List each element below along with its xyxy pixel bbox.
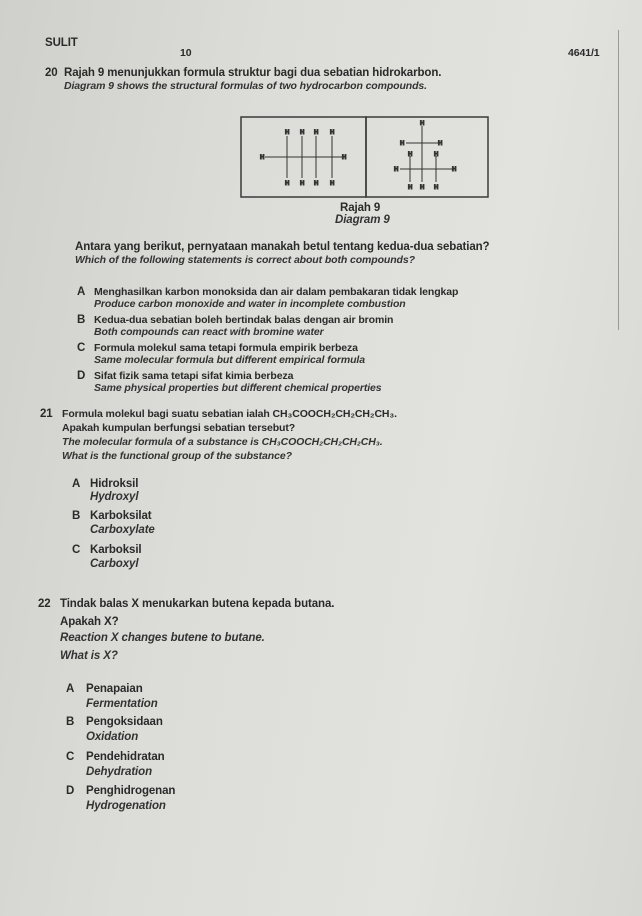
svg-text:H: H — [314, 181, 319, 187]
option-text-en: Same physical properties but different chemical properties — [94, 382, 382, 394]
option-text-ms: Menghasilkan karbon monoksida dan air dalam pembakaran tidak lengkap — [94, 286, 459, 298]
q21-stem-en: The molecular formula of a substance is CH₃COOCH₂CH₂CH₂CH₃. — [62, 436, 383, 448]
svg-text:H: H — [330, 130, 335, 136]
svg-text:H: H — [300, 181, 305, 187]
svg-text:H: H — [408, 152, 413, 158]
option-text-en: Dehydration — [86, 766, 152, 778]
option-letter: A — [77, 286, 86, 298]
q21-number: 21 — [40, 408, 53, 420]
methylpropane-structure — [394, 121, 456, 191]
svg-text:H: H — [408, 185, 413, 191]
q22-question-en: What is X? — [60, 650, 118, 662]
svg-text:H: H — [260, 155, 265, 161]
svg-text:H: H — [434, 152, 439, 158]
option-text-ms: Sifat fizik sama tetapi sifat kimia berbeza — [94, 370, 294, 382]
option-text-ms: Penapaian — [86, 683, 143, 695]
option-text-ms: Karboksil — [90, 544, 142, 556]
svg-text:H: H — [420, 121, 425, 127]
option-letter: A — [72, 478, 81, 490]
q20-stem-en: Diagram 9 shows the structural formulas of two hydrocarbon compounds. — [64, 80, 427, 92]
svg-text:H: H — [285, 181, 290, 187]
q21-stem-ms: Formula molekul bagi suatu sebatian ialah CH₃COOCH₂CH₂CH₂CH₃. — [62, 408, 397, 420]
q20-question-en: Which of the following statements is correct about both compounds? — [75, 254, 415, 266]
option-letter: A — [66, 683, 75, 695]
butane-structure — [260, 130, 346, 187]
diagram-label-en: Diagram 9 — [335, 214, 390, 226]
q21-question-ms: Apakah kumpulan berfungsi sebatian tersebut? — [62, 422, 296, 434]
svg-text:H: H — [342, 155, 347, 161]
option-text-en: Oxidation — [86, 731, 139, 743]
option-letter: C — [72, 544, 81, 556]
structural-formula-diagram — [240, 116, 489, 198]
q22-stem-en: Reaction X changes butene to butane. — [60, 632, 265, 644]
header-sulit: SULIT — [45, 37, 78, 49]
option-letter: C — [66, 751, 75, 763]
svg-text:H: H — [330, 181, 335, 187]
option-text-en: Same molecular formula but different empirical formula — [94, 354, 365, 366]
q22-question-ms: Apakah X? — [60, 616, 119, 628]
q21-question-en: What is the functional group of the substance? — [62, 450, 292, 462]
option-text-ms: Hidroksil — [90, 478, 139, 490]
diagram-label-ms: Rajah 9 — [340, 202, 381, 214]
diagram-9 — [240, 116, 489, 198]
option-text-en: Fermentation — [86, 698, 158, 710]
svg-text:H: H — [394, 167, 399, 173]
q22-number: 22 — [38, 598, 51, 610]
option-letter: D — [66, 785, 75, 797]
option-text-ms: Karboksilat — [90, 510, 152, 522]
option-letter: B — [66, 716, 75, 728]
option-text-ms: Penghidrogenan — [86, 785, 176, 797]
svg-text:H: H — [314, 130, 319, 136]
page-number: 10 — [180, 47, 192, 59]
option-text-ms: Pengoksidaan — [86, 716, 163, 728]
page-edge — [618, 30, 619, 330]
option-text-ms: Kedua-dua sebatian boleh bertindak balas dengan air bromin — [94, 314, 394, 326]
option-text-en: Carboxyl — [90, 558, 139, 570]
paper-code: 4641/1 — [568, 47, 600, 59]
option-text-en: Hydroxyl — [90, 491, 139, 503]
isobutane-box — [366, 117, 488, 197]
option-text-ms: Pendehidratan — [86, 751, 165, 763]
svg-text:H: H — [438, 141, 443, 147]
option-letter: B — [72, 510, 81, 522]
svg-text:H: H — [285, 130, 290, 136]
q20-number: 20 — [45, 67, 58, 79]
option-letter: C — [77, 342, 86, 354]
option-letter: B — [77, 314, 86, 326]
option-letter: D — [77, 370, 86, 382]
svg-text:H: H — [300, 130, 305, 136]
option-text-en: Carboxylate — [90, 524, 155, 536]
option-text-ms: Formula molekul sama tetapi formula empirik berbeza — [94, 342, 358, 354]
svg-text:H: H — [420, 185, 425, 191]
svg-text:H: H — [400, 141, 405, 147]
q20-question-ms: Antara yang berikut, pernyataan manakah betul tentang kedua-dua sebatian? — [75, 241, 490, 253]
q20-stem-ms: Rajah 9 menunjukkan formula struktur bagi dua sebatian hidrokarbon. — [64, 67, 442, 79]
svg-text:H: H — [452, 167, 457, 173]
option-text-en: Produce carbon monoxide and water in incomplete combustion — [94, 298, 406, 310]
svg-text:H: H — [434, 185, 439, 191]
option-text-en: Hydrogenation — [86, 800, 166, 812]
q22-stem-ms: Tindak balas X menukarkan butena kepada butana. — [60, 598, 335, 610]
option-text-en: Both compounds can react with bromine water — [94, 326, 324, 338]
